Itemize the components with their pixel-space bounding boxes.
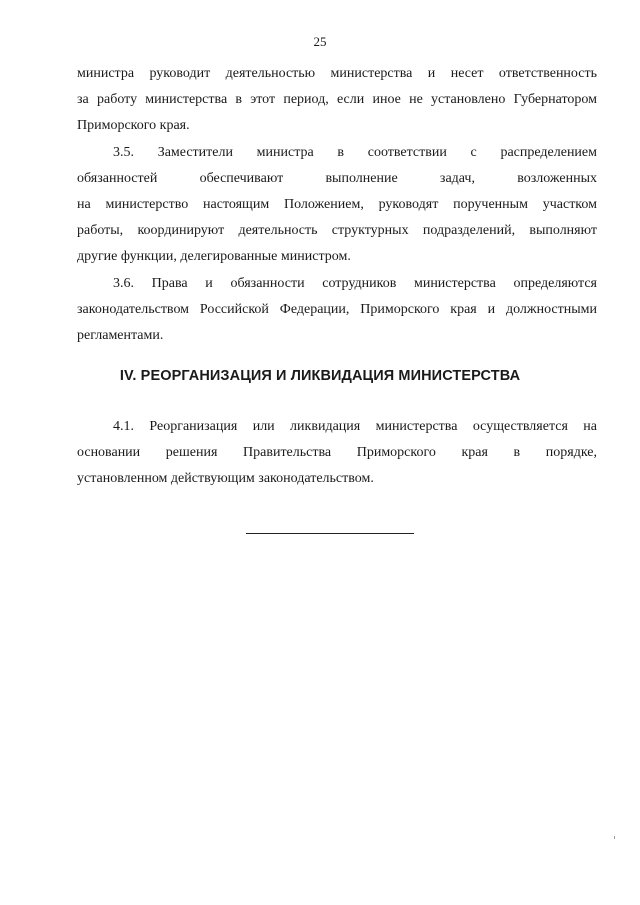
paragraph-line: за работу министерства в этот период, если иное не установлено Губернатором: [77, 92, 597, 107]
paragraph-continuation: [77, 61, 597, 139]
paragraph-line: на министерство настоящим Положением, руководят порученным участком: [77, 197, 597, 212]
paragraph-line: обязанностей обеспечивают выполнение задач, возложенных: [77, 171, 597, 186]
scan-speck: [614, 836, 615, 839]
paragraph-line: Приморского края.: [77, 118, 190, 133]
page-number: 25: [313, 34, 327, 49]
paragraph-line: 4.1. Реорганизация или ликвидация министерства осуществляется на: [113, 419, 597, 434]
paragraph-line: министра руководит деятельностью министерства и несет ответственность: [77, 66, 597, 81]
paragraph-line: установленном действующим законодательством.: [77, 471, 374, 486]
paragraph-line: законодательством Российской Федерации, Приморского края и должностными: [77, 302, 597, 317]
section-heading: IV. РЕОРГАНИЗАЦИЯ И ЛИКВИДАЦИЯ МИНИСТЕРСТВА: [119, 368, 521, 384]
clause-4-1: [77, 414, 597, 492]
paragraph-line: 3.6. Права и обязанности сотрудников министерства определяются: [113, 276, 597, 291]
end-divider: [246, 533, 414, 534]
paragraph-line: 3.5. Заместители министра в соответствии с распределением: [113, 145, 597, 160]
paragraph-line: регламентами.: [77, 328, 164, 343]
clause-3-5: [77, 140, 597, 270]
paragraph-line: основании решения Правительства Приморского края в порядке,: [77, 445, 597, 460]
paragraph-line: работы, координируют деятельность структурных подразделений, выполняют: [77, 223, 597, 238]
paragraph-line: другие функции, делегированные министром.: [77, 249, 351, 264]
clause-3-6: [77, 271, 597, 349]
